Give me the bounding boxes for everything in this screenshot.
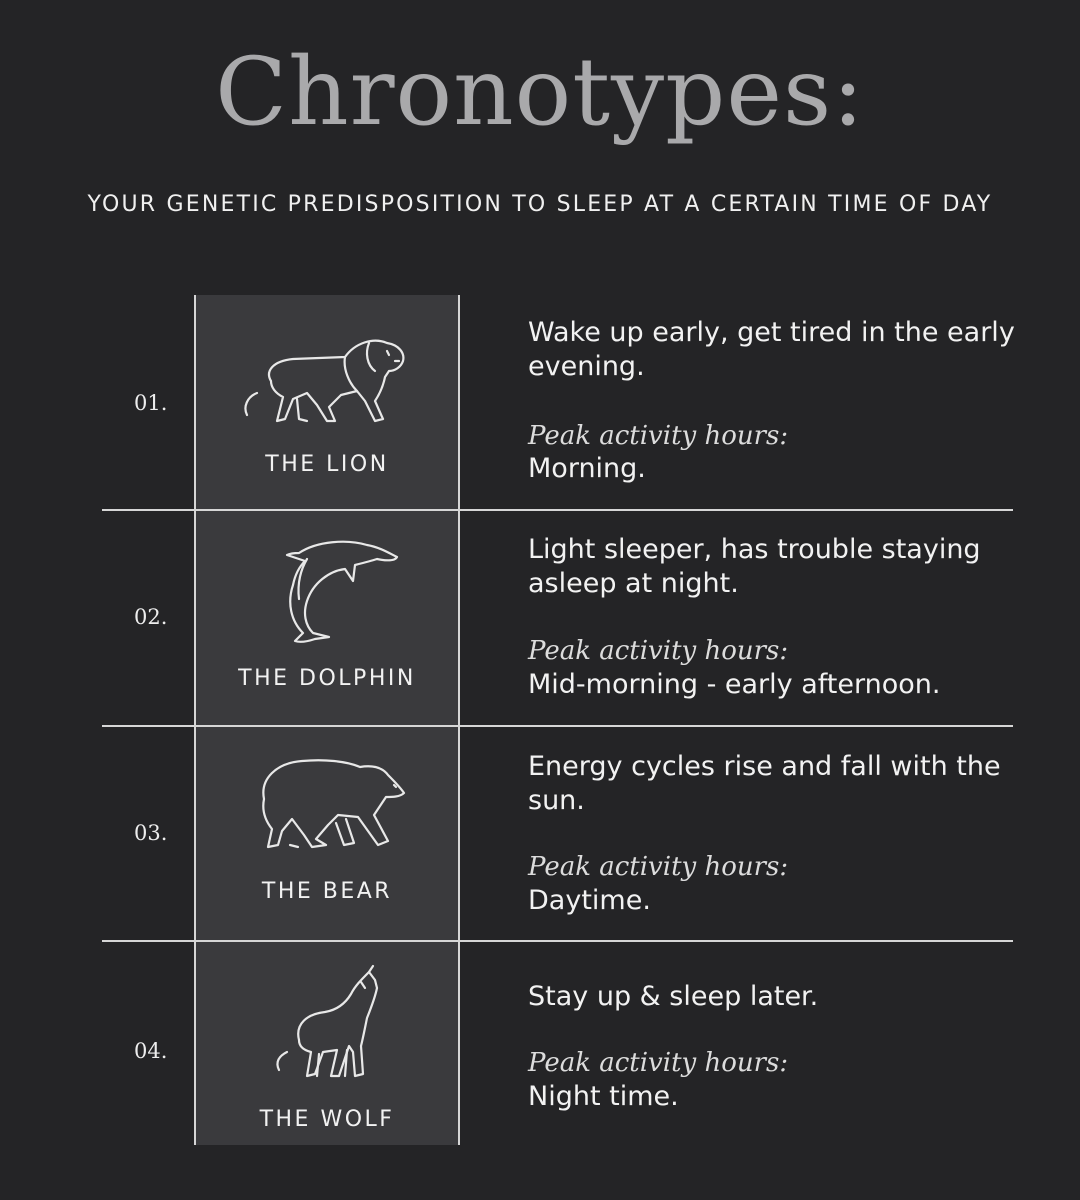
- animal-name: THE WOLF: [259, 1107, 395, 1132]
- chronotype-row-dolphin: [0, 511, 1080, 725]
- bear-icon: [196, 749, 458, 879]
- row-number: 04.: [134, 1039, 168, 1063]
- chronotype-description: Wake up early, get tired in the early evening.: [528, 317, 1015, 382]
- animal-name: THE BEAR: [261, 879, 393, 904]
- peak-hours-value: Mid-morning - early afternoon.: [528, 669, 941, 700]
- dolphin-icon: [196, 525, 458, 655]
- row-number: 03.: [134, 821, 168, 845]
- peak-hours-value: Morning.: [528, 453, 646, 484]
- chronotype-description: Energy cycles rise and fall with the sun.: [528, 751, 1001, 816]
- wolf-icon: [196, 958, 458, 1088]
- row-number: 01.: [134, 391, 168, 415]
- page-subtitle: YOUR GENETIC PREDISPOSITION TO SLEEP AT A CERTAIN TIME OF DAY: [87, 192, 993, 217]
- row-number: 02.: [134, 605, 168, 629]
- chronotype-row-wolf: [0, 942, 1080, 1145]
- chronotype-row-bear: [0, 727, 1080, 940]
- peak-hours-value: Night time.: [528, 1081, 679, 1112]
- peak-hours-label: Peak activity hours:: [528, 852, 789, 882]
- peak-hours-value: Daytime.: [528, 885, 651, 916]
- page-title: Chronotypes:: [215, 38, 865, 147]
- chronotype-table: [0, 295, 1080, 1145]
- chronotype-description: Light sleeper, has trouble staying asleep at night.: [528, 534, 981, 599]
- peak-hours-label: Peak activity hours:: [528, 1048, 789, 1078]
- animal-name: THE LION: [265, 452, 389, 477]
- peak-hours-label: Peak activity hours:: [528, 636, 789, 666]
- chronotype-row-lion: [0, 295, 1080, 509]
- peak-hours-label: Peak activity hours:: [528, 421, 789, 451]
- animal-name: THE DOLPHIN: [238, 666, 416, 691]
- lion-icon: [196, 315, 458, 445]
- chronotype-description: Stay up & sleep later.: [528, 981, 819, 1012]
